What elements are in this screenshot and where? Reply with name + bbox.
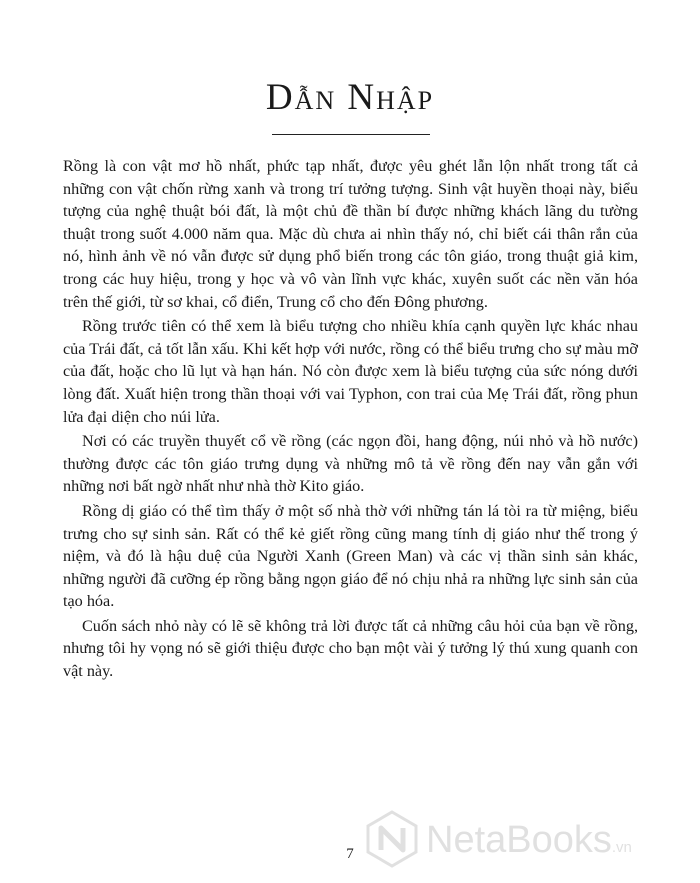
watermark-brand: NetaBooks [426,819,612,861]
page-title: Dẫn Nhập [265,77,435,118]
paragraph-4: Rồng dị giáo có thể tìm thấy ở một số nhà thờ với những tán lá tòi ra từ miệng, biểu trưng cho sự sinh sản. Rất có thể kẻ giết rồng cũng mang tính dị giáo như thế trong ý niệm, và đó là hậu duệ của Người Xanh (Green Man) và các vị thần sinh sản khác, những người đã cưỡng ép rồng bằng ngọn giáo để nó chịu nhả ra những lực sinh sản của tạo hóa. [63,501,638,611]
paragraph-2: Rồng trước tiên có thể xem là biểu tượng cho nhiều khía cạnh quyền lực khác nhau của Trái đất, cả tốt lẫn xấu. Khi kết hợp với nước, rồng có thể biểu trưng cho sự màu mỡ của đất, hoặc cho lũ lụt và hạn hán. Nó còn được xem là biểu tượng của sức nóng dưới lòng đất. Xuất hiện trong thần thoại với vai Typhon, con trai của Mẹ Trái đất, rồng phun lửa đại diện cho núi lửa. [63,317,638,426]
page-number: 7 [346,846,354,862]
title-divider [272,134,430,135]
netabooks-watermark [362,808,692,868]
body-text [63,155,638,683]
netabooks-logo [362,808,692,868]
paragraph-5: Cuốn sách nhỏ này có lẽ sẽ không trả lời được tất cả những câu hỏi của bạn về rồng, nhưng tôi hy vọng nó sẽ giới thiệu được cho bạn một vài ý tưởng lý thú xung quanh con vật này. [63,616,638,681]
paragraph-3: Nơi có các truyền thuyết cổ về rồng (các ngọn đồi, hang động, núi nhỏ và hồ nước) thường được các tôn giáo trưng dụng và những mô tả về rồng đến nay vẫn gắn với những nơi bất ngờ nhất như nhà thờ Kito giáo. [63,432,638,496]
svg-text:NetaBooks.vn [426,819,632,861]
n-logo-icon [368,812,416,866]
watermark-suffix: .vn [611,839,632,856]
paragraph-1: Rồng là con vật mơ hồ nhất, phức tạp nhất, được yêu ghét lẫn lộn nhất trong tất cả những con vật chốn rừng xanh và trong trí tưởng tượng. Sinh vật huyền thoại này, biểu tượng của nghệ thuật bói đất, là một chủ đề thần bí được những khách lãng du tường thuật trong suốt 4.000 năm qua. Mặc dù chưa ai nhìn thấy nó, chỉ biết cái thân rắn của nó, hình ảnh về nó vẫn được sử dụng phổ biến trong các tôn giáo, trong thuật giả kim, trong các huy hiệu, trong y học và vô vàn lĩnh vực khác, xuyên suốt các nền văn hóa trên thế giới, từ sơ khai, cổ điển, Trung cổ cho đến Đông phương. [63,157,638,311]
